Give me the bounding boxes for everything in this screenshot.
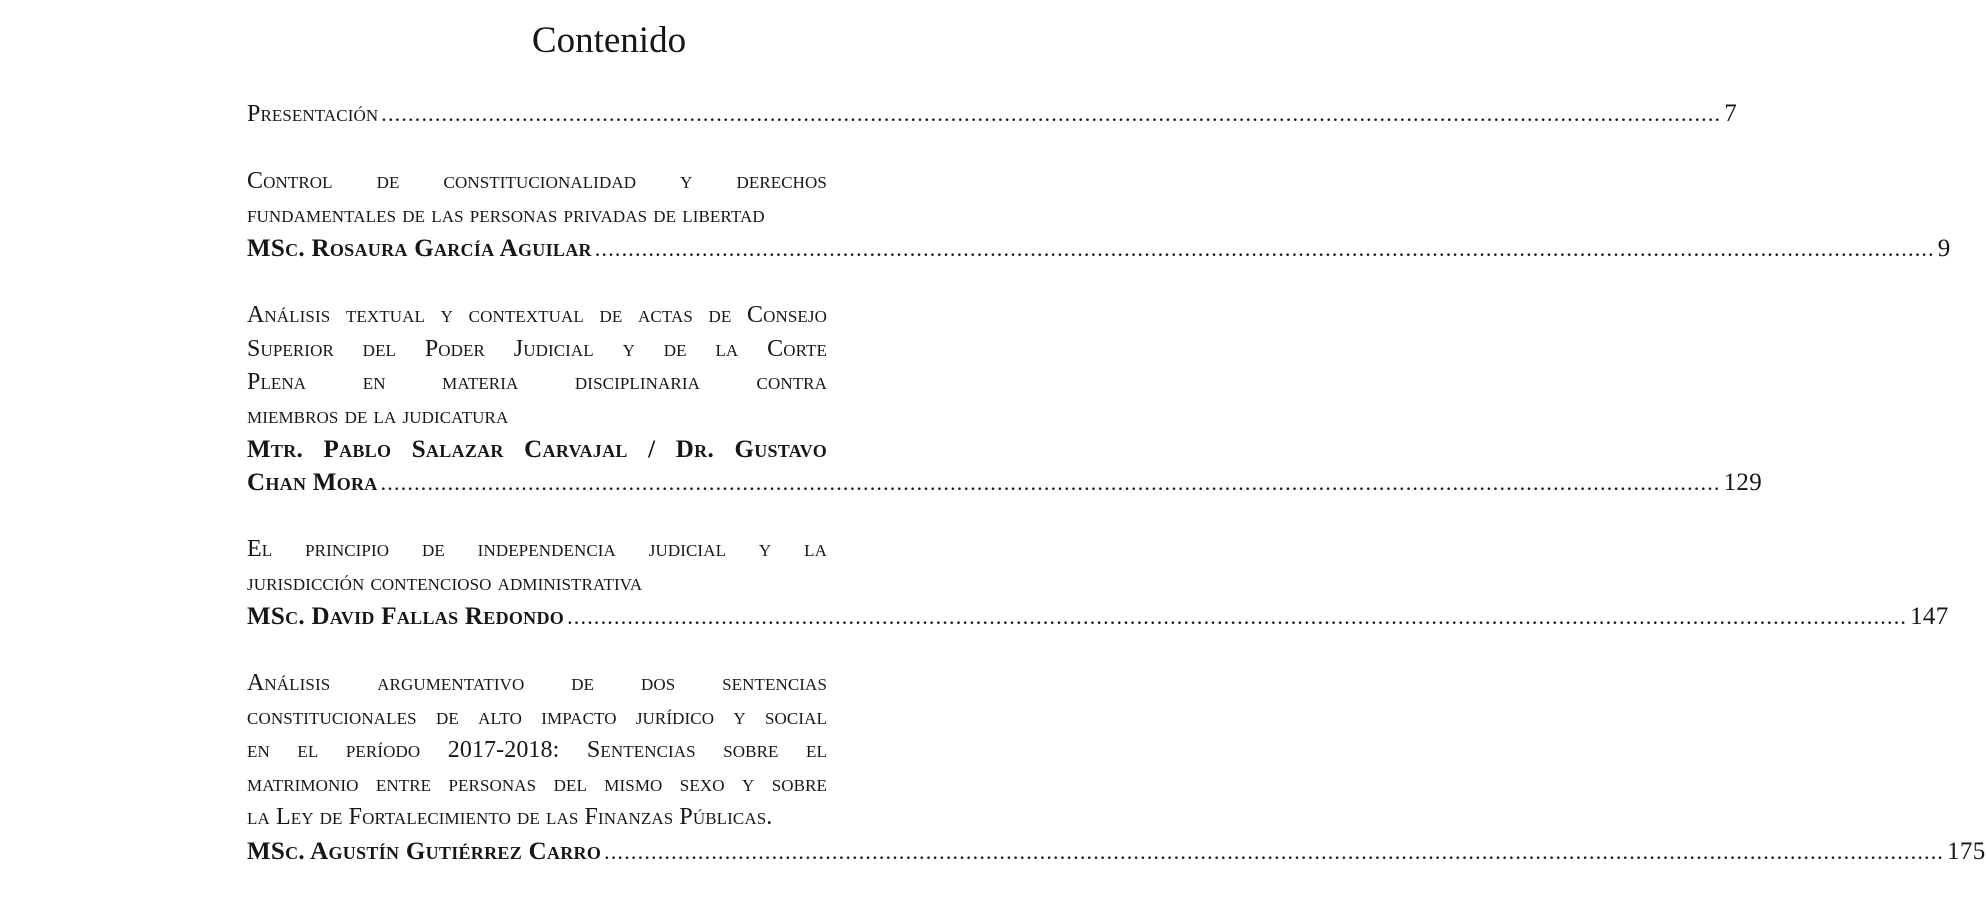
article-title-line: la Ley de Fortalecimiento de las Finanzas Públicas. xyxy=(247,804,773,830)
article-title-line: en el período 2017-2018: Sentencias sobre el xyxy=(247,737,827,763)
article-title-line: fundamentales de las personas privadas de libertad xyxy=(247,201,765,228)
toc-entry-article[interactable] xyxy=(247,667,1986,870)
article-title-line: Control de constitucionalidad y derechos xyxy=(247,168,827,194)
article-title-line: Análisis textual y contextual de actas de Consejo xyxy=(247,302,827,328)
article-title-line: Análisis argumentativo de dos sentencias xyxy=(247,670,827,696)
page-number: 129 xyxy=(1723,469,1763,496)
page-title: Contenido xyxy=(531,20,687,61)
article-title-line: jurisdicción contencioso administrativa xyxy=(247,569,643,596)
dot-leader: ........................................................................................................................................................................................................ xyxy=(604,838,1945,864)
toc-entry-article[interactable] xyxy=(247,165,1951,267)
toc-leader-line xyxy=(247,835,1986,870)
page-number: 7 xyxy=(1724,100,1737,127)
article-title-line: matrimonio entre personas del mismo sexo y sobre xyxy=(247,770,827,797)
dot-leader: ........................................................................................................................................................................................................ xyxy=(380,470,1721,495)
dot-leader: ........................................................................................................................................................................................................ xyxy=(567,604,1908,629)
toc-leader-line xyxy=(247,466,1763,501)
toc-entry-title: Presentación xyxy=(247,101,379,127)
dot-leader: ........................................................................................................................................................................................................ xyxy=(594,236,1935,261)
article-author: MSc. David Fallas Redondo xyxy=(247,603,565,630)
toc-entry-article[interactable] xyxy=(247,533,1949,635)
article-author: Chan Mora xyxy=(247,469,378,496)
dot-leader: ........................................................................................................................................................................................................ xyxy=(381,101,1722,126)
page-number: 9 xyxy=(1937,235,1951,262)
article-title-line: constitucionales de alto impacto jurídico y social xyxy=(247,703,827,730)
toc-leader-line xyxy=(247,232,1951,267)
article-author: MSc. Agustín Gutiérrez Carro xyxy=(247,837,602,865)
article-author: Mtr. Pablo Salazar Carvajal / Dr. Gustavo xyxy=(247,436,827,463)
toc-entry-article[interactable] xyxy=(247,299,1763,501)
article-title-line: miembros de la judicatura xyxy=(247,402,509,429)
article-author: MSc. Rosaura García Aguilar xyxy=(247,235,592,262)
article-title-line: Superior del Poder Judicial y de la Corte xyxy=(247,335,827,362)
toc-leader-line xyxy=(247,97,1737,132)
article-title-line: El principio de independencia judicial y la xyxy=(247,536,827,562)
page-number: 175 xyxy=(1947,837,1986,865)
toc-leader-line xyxy=(247,600,1949,635)
article-title-line: Plena en materia disciplinaria contra xyxy=(247,369,827,395)
page-number: 147 xyxy=(1910,603,1949,630)
toc-entry-presentacion[interactable] xyxy=(247,97,1737,132)
